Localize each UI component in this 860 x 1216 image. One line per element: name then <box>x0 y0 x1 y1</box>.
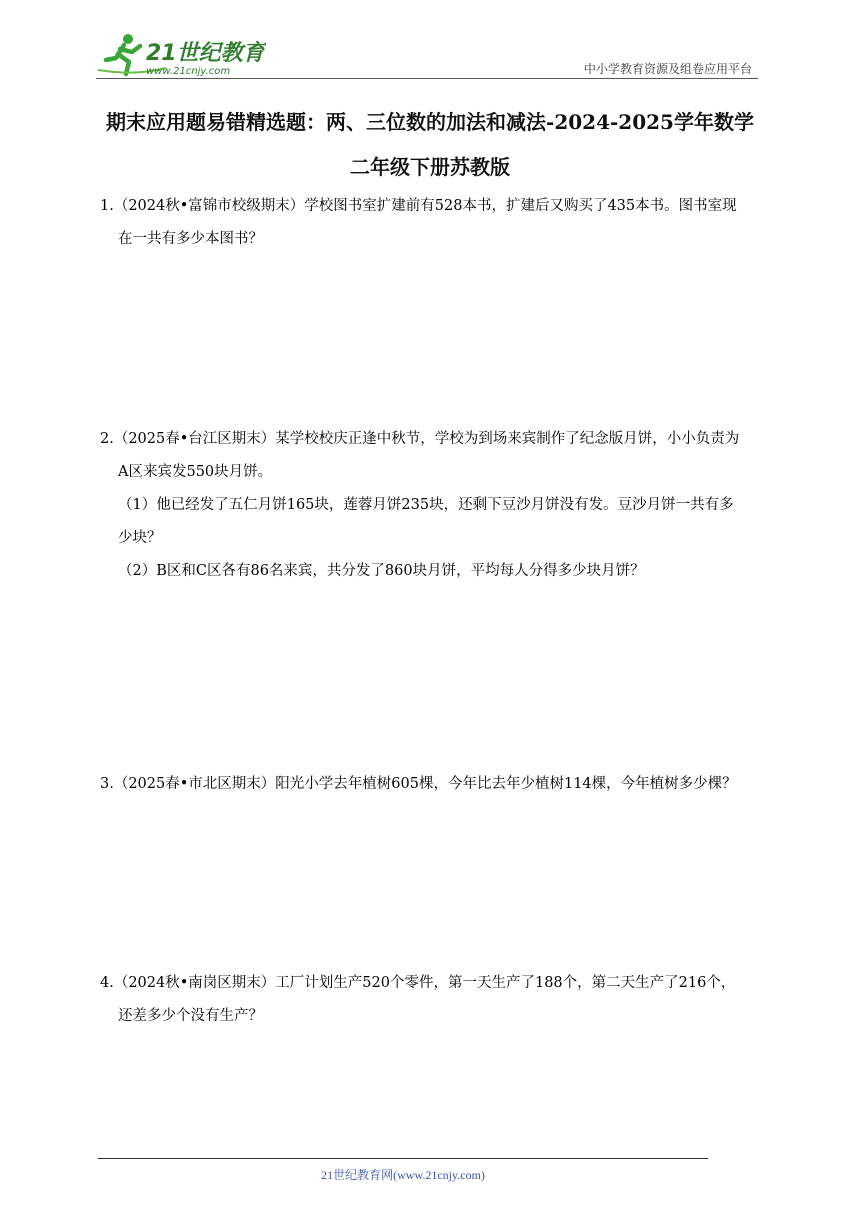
svg-text:21世纪教育: 21世纪教育 <box>146 41 265 66</box>
question-1-line-1: 1.（2024秋•富锦市校级期末）学校图书室扩建前有528本书，扩建后又购买了435本书。图书室现 <box>100 198 737 214</box>
question-4-line-1: 4.（2024秋•南岗区期末）工厂计划生产520个零件，第一天生产了188个，第二天生产了216个， <box>100 975 736 991</box>
footer-link[interactable]: 21世纪教育网(www.21cnjy.com) <box>321 1168 485 1182</box>
question-2-line-2: A区来宾发550块月饼。 <box>118 464 273 480</box>
header-divider <box>96 78 758 79</box>
question-2-part-1-line-1: （1）他已经发了五仁月饼165块，莲蓉月饼235块，还剩下豆沙月饼没有发。豆沙月饼一共有多 <box>118 497 734 513</box>
svg-text:www.21cnjy.com: www.21cnjy.com <box>146 66 231 77</box>
question-3-line-1: 3.（2025春•市北区期末）阳光小学去年植树605棵，今年比去年少植树114棵，今年植树多少棵？ <box>100 776 737 792</box>
question-2 <box>100 423 765 588</box>
question-4 <box>100 967 765 1033</box>
question-2-part-2: （2）B区和C区各有86名来宾，共分发了860块月饼，平均每人分得多少块月饼？ <box>118 563 645 579</box>
document-title-line2: 二年级下册苏教版 <box>350 155 510 179</box>
question-3 <box>100 768 765 801</box>
page-header <box>96 30 758 82</box>
question-1-line-2: 在一共有多少本图书？ <box>118 231 263 247</box>
question-2-part-1-line-2: 少块？ <box>118 530 162 546</box>
question-1 <box>100 190 765 256</box>
question-2-line-1: 2.（2025春•台江区期末）某学校校庆正逢中秋节，学校为到场来宾制作了纪念版月饼，小小负责为 <box>100 431 740 447</box>
document-title-line1: 期末应用题易错精选题：两、三位数的加法和减法-2024-2025学年数学 <box>106 110 754 134</box>
platform-name: 中小学教育资源及组卷应用平台 <box>583 62 752 76</box>
site-logo <box>96 30 266 80</box>
question-4-line-2: 还差多少个没有生产？ <box>118 1008 263 1024</box>
footer-divider <box>98 1158 708 1159</box>
